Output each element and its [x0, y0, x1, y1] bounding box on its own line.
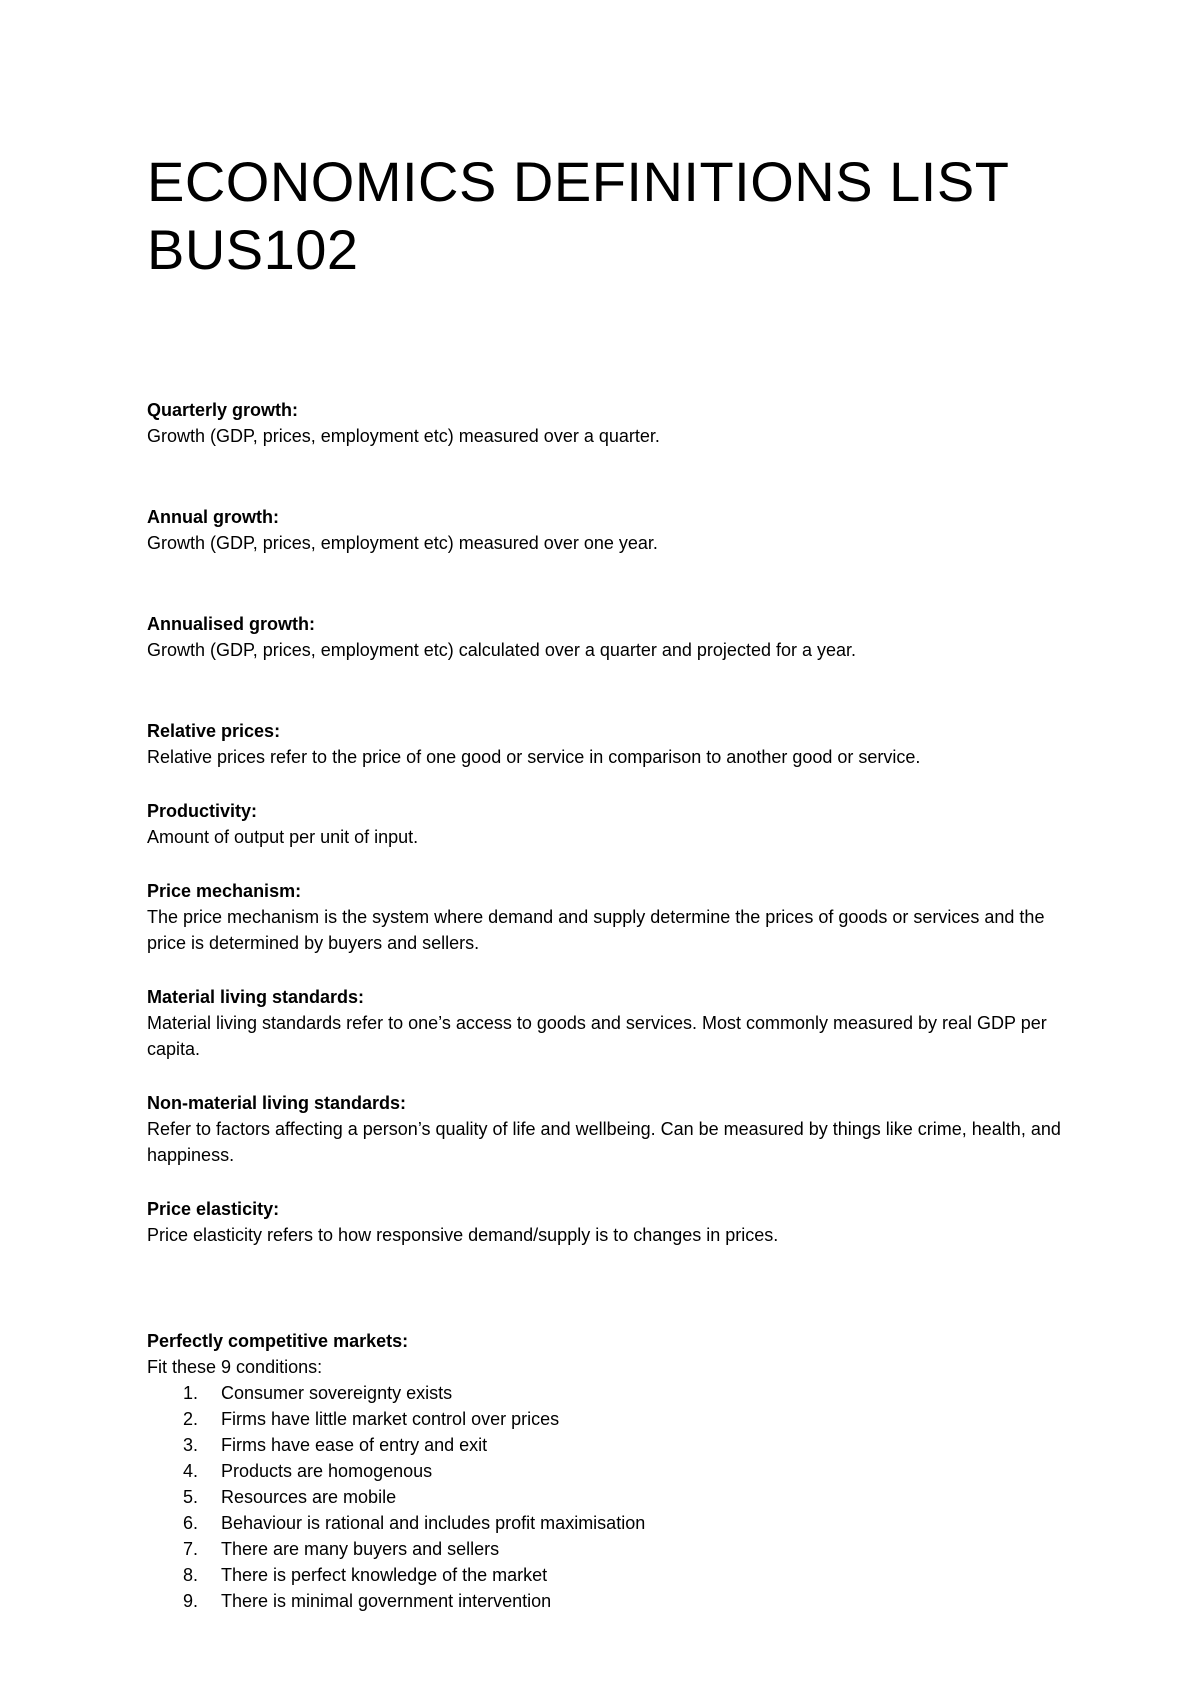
definition-text: The price mechanism is the system where demand and supply determine the prices of goods or services and the price is determined by buyers and sellers. [147, 907, 1045, 953]
condition-number: 6. [183, 1513, 199, 1533]
condition-item [183, 1484, 1077, 1510]
definition-text: Refer to factors affecting a person’s quality of life and wellbeing. Can be measured by things like crime, health, and happiness. [147, 1119, 1061, 1165]
condition-text: Consumer sovereignty exists [221, 1383, 453, 1403]
definition-term: Productivity: [147, 801, 258, 821]
document-content [147, 148, 1077, 1614]
document-title [147, 148, 1077, 284]
definition-entry [147, 798, 1077, 850]
definition-text: Material living standards refer to one’s access to goods and services. Most commonly measured by real GDP per capita. [147, 1013, 1047, 1059]
definition-term: Relative prices: [147, 721, 281, 741]
condition-number: 5. [183, 1487, 199, 1507]
definition-term: Price mechanism: [147, 881, 302, 901]
definition-entry [147, 397, 1077, 449]
condition-item [183, 1432, 1077, 1458]
condition-text: There are many buyers and sellers [221, 1539, 500, 1559]
condition-item [183, 1588, 1077, 1614]
condition-item [183, 1380, 1077, 1406]
definition-text: Price elasticity refers to how responsive demand/supply is to changes in prices. [147, 1225, 779, 1245]
condition-item [183, 1406, 1077, 1432]
definition-text: Growth (GDP, prices, employment etc) calculated over a quarter and projected for a year. [147, 640, 857, 660]
definition-entry [147, 611, 1077, 663]
definition-term: Quarterly growth: [147, 400, 299, 420]
condition-number: 1. [183, 1383, 199, 1403]
condition-number: 2. [183, 1409, 199, 1429]
condition-number: 8. [183, 1565, 199, 1585]
condition-item [183, 1562, 1077, 1588]
title-line-1: ECONOMICS DEFINITIONS LIST [147, 150, 1010, 213]
definition-entry [147, 984, 1077, 1062]
condition-number: 9. [183, 1591, 199, 1611]
definition-term: Perfectly competitive markets: [147, 1331, 409, 1351]
condition-text: Products are homogenous [221, 1461, 433, 1481]
condition-text: Behaviour is rational and includes profit maximisation [221, 1513, 646, 1533]
definition-text: Amount of output per unit of input. [147, 827, 419, 847]
definition-entry [147, 1328, 1077, 1614]
condition-number: 4. [183, 1461, 199, 1481]
definitions-list [147, 397, 1077, 1614]
definition-entry [147, 718, 1077, 770]
condition-text: There is perfect knowledge of the market [221, 1565, 548, 1585]
condition-text: Firms have ease of entry and exit [221, 1435, 488, 1455]
definition-entry [147, 1196, 1077, 1248]
condition-number: 7. [183, 1539, 199, 1559]
definition-term: Non-material living standards: [147, 1093, 407, 1113]
definition-entry [147, 504, 1077, 556]
definition-term: Price elasticity: [147, 1199, 280, 1219]
definition-term: Material living standards: [147, 987, 365, 1007]
definition-entry [147, 878, 1077, 956]
conditions-list [147, 1380, 1077, 1614]
definition-entry [147, 1090, 1077, 1168]
definition-text: Relative prices refer to the price of one good or service in comparison to another good or service. [147, 747, 921, 767]
definition-term: Annual growth: [147, 507, 279, 527]
definition-text: Fit these 9 conditions: [147, 1357, 323, 1377]
condition-number: 3. [183, 1435, 199, 1455]
title-line-2: BUS102 [147, 218, 359, 281]
definition-term: Annualised growth: [147, 614, 315, 634]
condition-item [183, 1510, 1077, 1536]
condition-item [183, 1458, 1077, 1484]
definition-text: Growth (GDP, prices, employment etc) measured over a quarter. [147, 426, 660, 446]
condition-item [183, 1536, 1077, 1562]
condition-text: Firms have little market control over prices [221, 1409, 560, 1429]
condition-text: There is minimal government intervention [221, 1591, 552, 1611]
condition-text: Resources are mobile [221, 1487, 397, 1507]
definition-text: Growth (GDP, prices, employment etc) measured over one year. [147, 533, 658, 553]
